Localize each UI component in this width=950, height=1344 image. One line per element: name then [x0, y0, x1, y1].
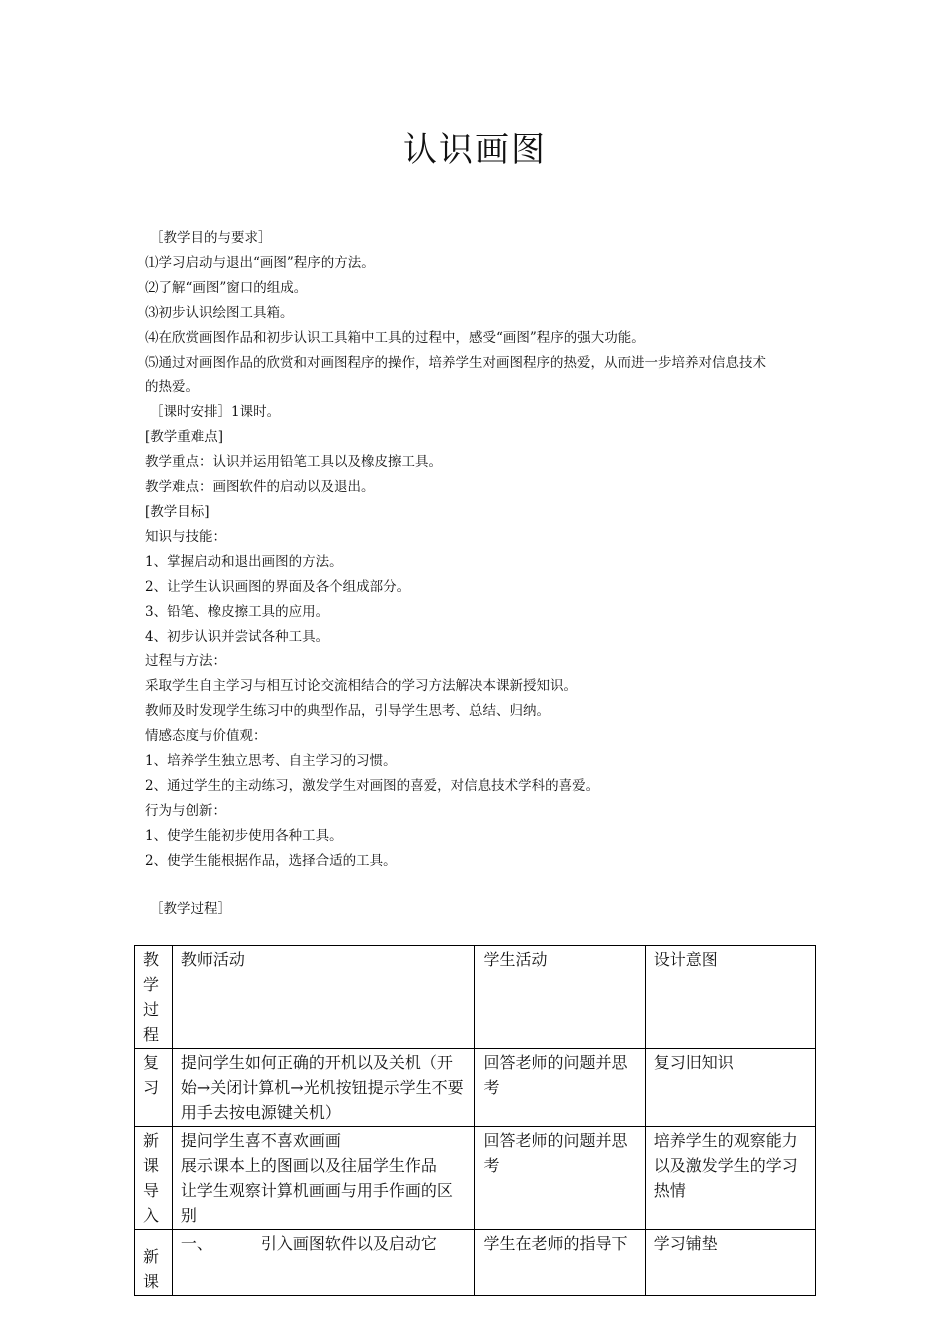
innovation-item: 2、使学生能根据作品，选择合适的工具。 [145, 852, 397, 869]
stage-cell: 复习 [135, 1049, 173, 1127]
goal-item: 1、掌握启动和退出画图的方法。 [145, 553, 343, 570]
section-heading-goals: [教学目标] [145, 503, 210, 520]
innovation-item: 1、使学生能初步使用各种工具。 [145, 827, 343, 844]
subheading-process: 过程与方法： [145, 653, 226, 670]
subheading-attitude: 情感态度与价值观： [145, 728, 267, 745]
objective-item: ⑵了解“画图”窗口的组成。 [145, 279, 308, 296]
teacher-activity-cell [172, 1230, 475, 1296]
table-row [135, 1127, 816, 1230]
goal-item: 2、让学生认识画图的界面及各个组成部分。 [145, 578, 411, 595]
table-row [135, 1049, 816, 1127]
subheading-innovation: 行为与创新： [145, 802, 226, 819]
teacher-activity-line: 让学生观察计算机画画与用手作画的区别 [180, 1181, 453, 1225]
teacher-activity-line: 展示课本上的图画以及往届学生作品 [180, 1156, 437, 1175]
student-activity-cell: 回答老师的问题并思考 [475, 1127, 645, 1230]
process-item: 教师及时发现学生练习中的典型作品，引导学生思考、总结、归纳。 [145, 703, 550, 720]
teacher-activity-text: 引入画图软件以及启动它 [260, 1234, 437, 1253]
table-header-row [135, 946, 816, 1049]
header-cell-teacher: 教师活动 [172, 946, 475, 1049]
subheading-knowledge: 知识与技能： [145, 528, 226, 545]
table-row [135, 1230, 816, 1296]
objective-item: ⑴学习启动与退出“画图”程序的方法。 [145, 254, 375, 271]
key-point: 教学重点：认识并运用铅笔工具以及橡皮擦工具。 [145, 454, 442, 471]
design-intent-cell: 学习铺垫 [645, 1230, 815, 1296]
section-heading-objectives: ［教学目的与要求］ [150, 230, 272, 246]
teacher-activity-line: 提问学生喜不喜欢画画 [180, 1131, 341, 1150]
header-cell-student: 学生活动 [475, 946, 645, 1049]
student-activity-cell: 回答老师的问题并思考 [475, 1049, 645, 1127]
document-body [145, 226, 825, 874]
process-item: 采取学生自主学习与相互讨论交流相结合的学习方法解决本课新授知识。 [145, 678, 577, 695]
stage-cell: 新课导入 [135, 1127, 173, 1230]
objective-item: ⑷在欣赏画图作品和初步认识工具箱中工具的过程中，感受“画图”程序的强大功能。 [145, 329, 645, 346]
goal-item: 4、初步认识并尝试各种工具。 [145, 628, 330, 645]
objective-item-continued: 的热爱。 [145, 379, 199, 396]
attitude-item: 1、培养学生独立思考、自主学习的习惯。 [145, 753, 397, 770]
stage-cell [135, 1230, 173, 1296]
objective-item: ⑸通过对画图作品的欣赏和对画图程序的操作，培养学生对画图程序的热爱，从而进一步培养对信息技术 [145, 354, 766, 371]
stage-label: 新课 [143, 1247, 160, 1291]
section-heading-key-points: [教学重难点] [145, 429, 224, 446]
attitude-item: 2、通过学生的主动练习，激发学生对画图的喜爱，对信息技术学科的喜爱。 [145, 777, 600, 794]
document-title: 认识画图 [403, 130, 547, 170]
list-number: 一、 [180, 1234, 213, 1253]
teacher-activity-cell: 提问学生如何正确的开机以及关机（开始→关闭计算机→光机按钮提示学生不要用手去按电源键关机） [172, 1049, 475, 1127]
student-activity-cell: 学生在老师的指导下 [475, 1230, 645, 1296]
section-heading-teaching-process: ［教学过程］ [150, 901, 231, 917]
difficult-point: 教学难点：画图软件的启动以及退出。 [145, 479, 375, 496]
header-cell-intent: 设计意图 [645, 946, 815, 1049]
header-cell-stage: 教学过程 [135, 946, 173, 1049]
objective-item: ⑶初步认识绘图工具箱。 [145, 304, 294, 321]
teacher-activity-cell [172, 1127, 475, 1230]
goal-item: 3、铅笔、橡皮擦工具的应用。 [145, 603, 330, 620]
design-intent-cell: 复习旧知识 [645, 1049, 815, 1127]
class-hours: ［课时安排］1课时。 [150, 404, 281, 421]
design-intent-cell: 培养学生的观察能力以及激发学生的学习热情 [645, 1127, 815, 1230]
teaching-process-table [134, 945, 816, 1296]
